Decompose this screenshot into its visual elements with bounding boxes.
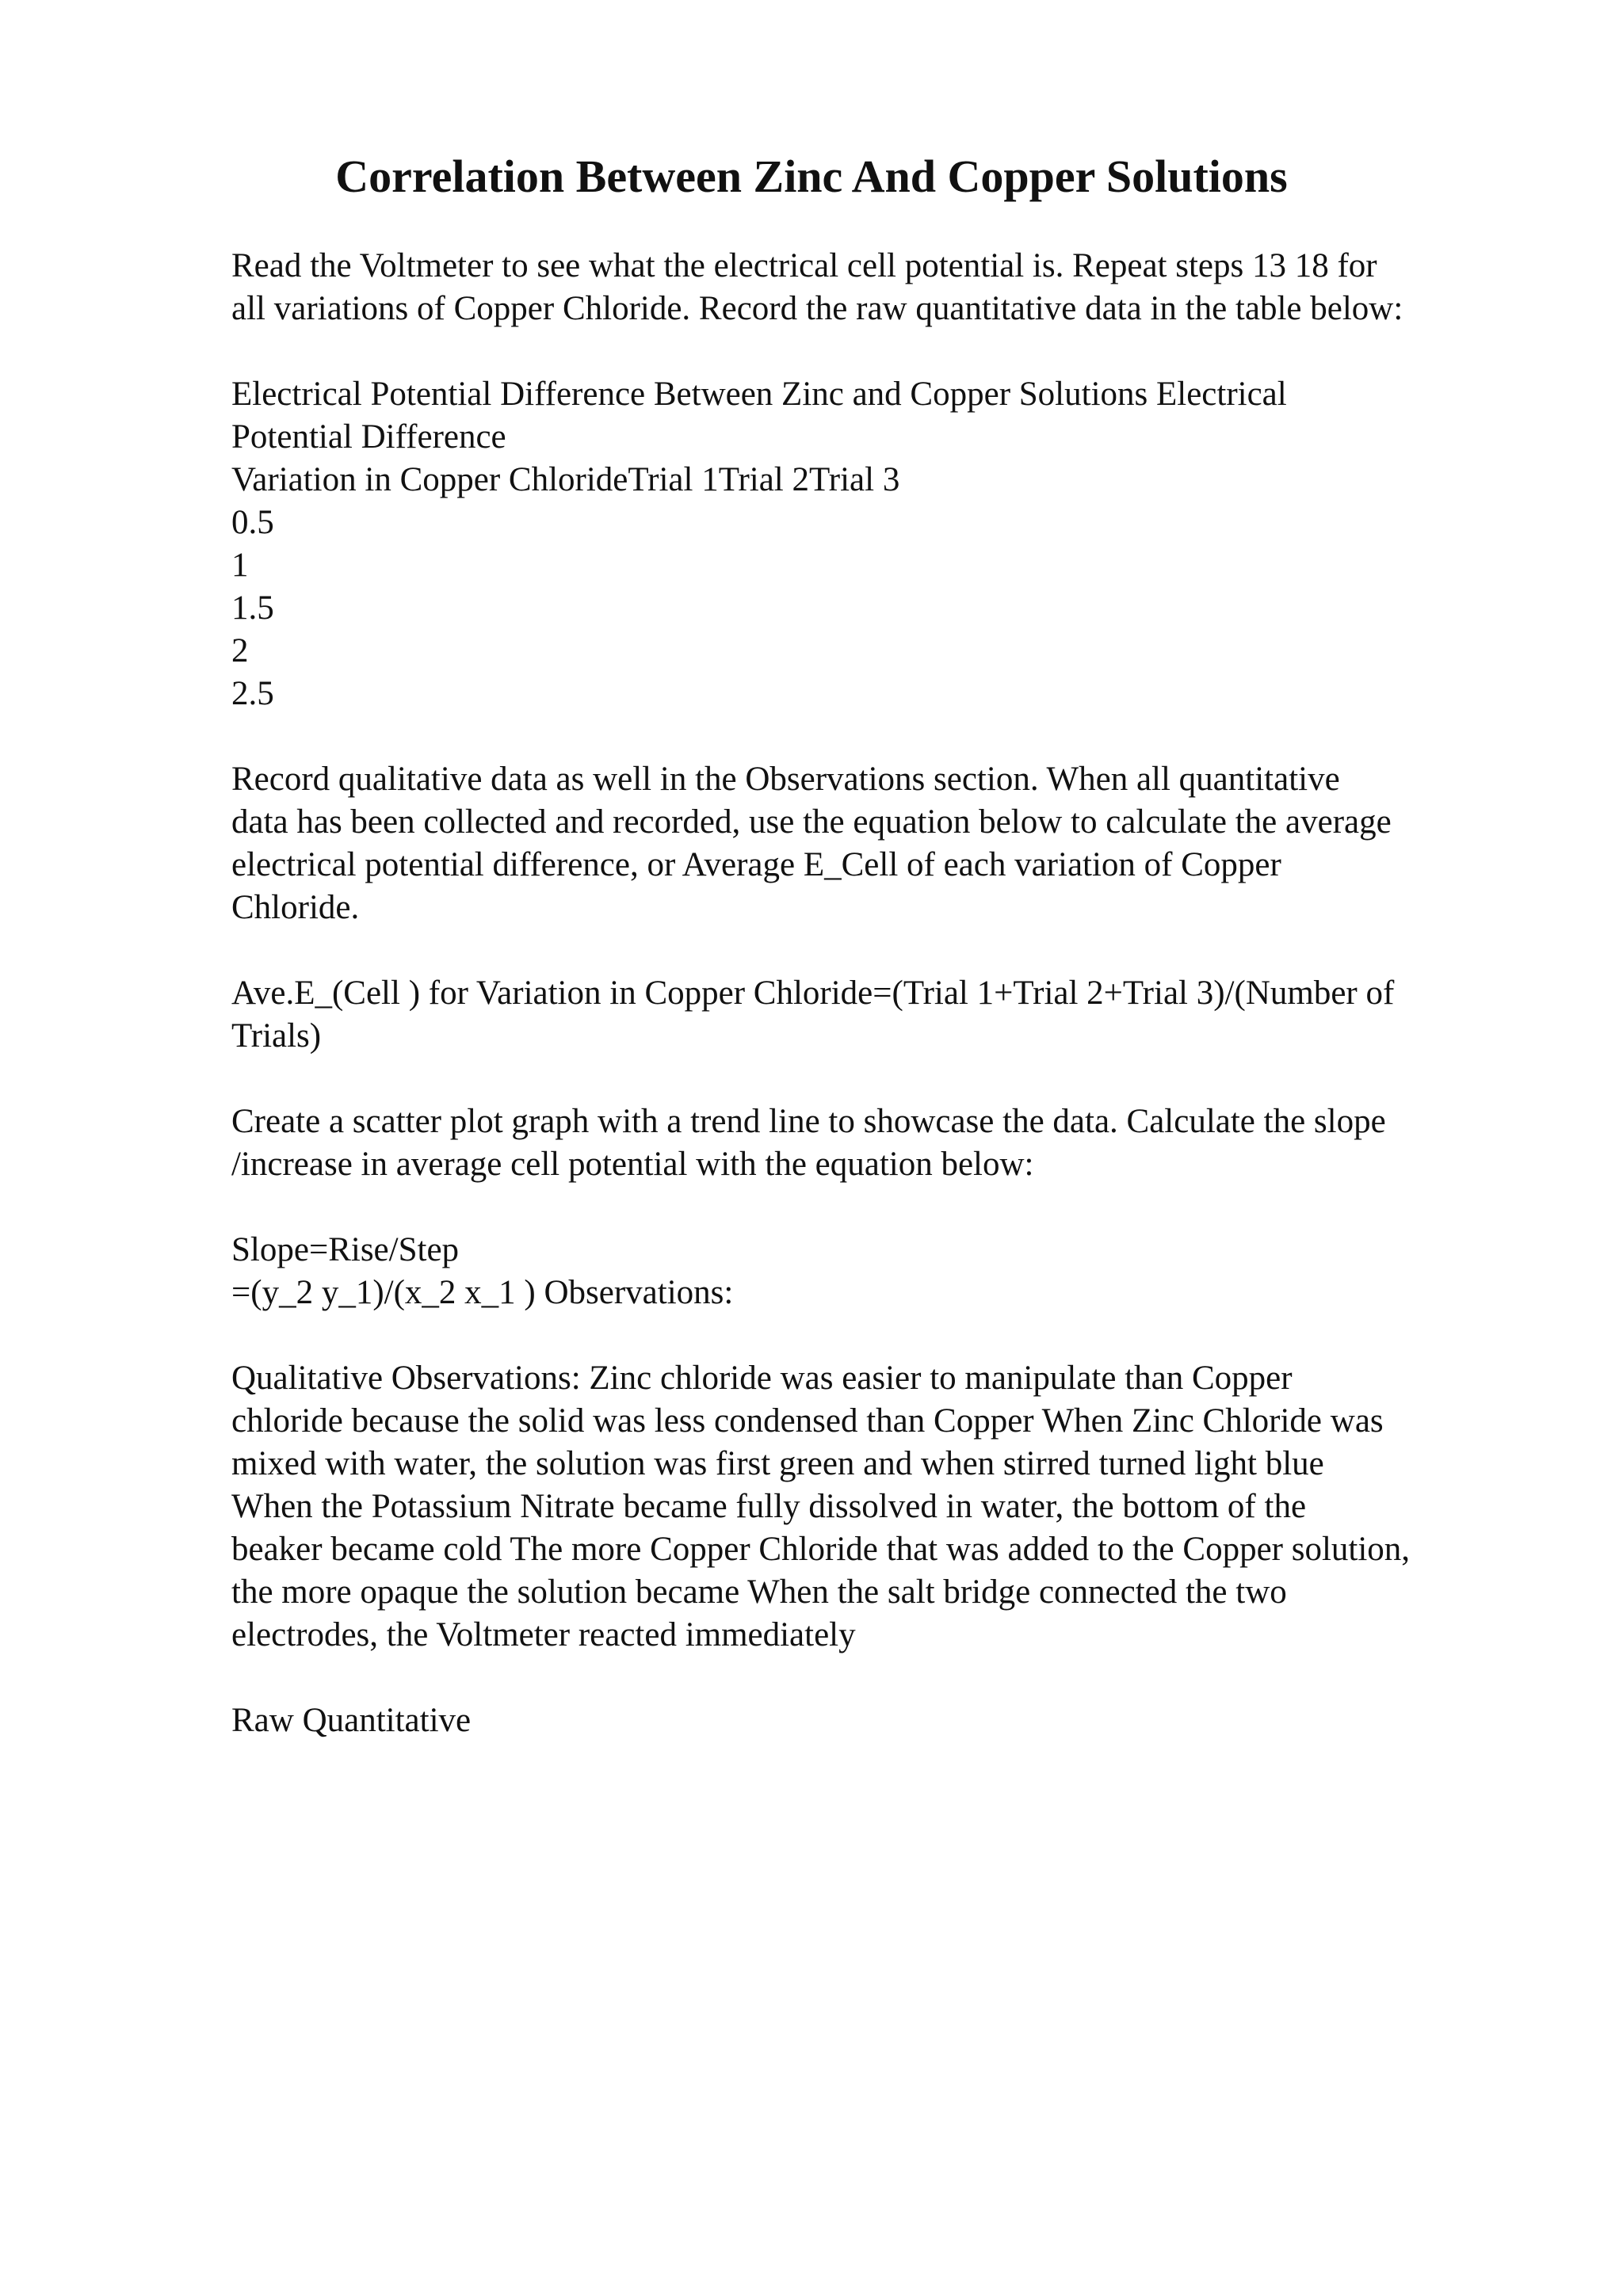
- text-line: electrodes, the Voltmeter reacted immediately: [231, 1616, 856, 1653]
- qualitative-instructions-paragraph: [231, 758, 1531, 929]
- table-caption: Potential Difference: [231, 418, 506, 456]
- data-table: [231, 373, 1531, 715]
- equation-line: Ave.E_(Cell ) for Variation in Copper Chloride=(Trial 1+Trial 2+Trial 3)/(Number of: [231, 974, 1395, 1012]
- text-line: all variations of Copper Chloride. Record the raw quantitative data in the table below:: [231, 290, 1403, 327]
- table-row: 2.5: [231, 675, 274, 712]
- text-line: the more opaque the solution became When the salt bridge connected the two: [231, 1573, 1287, 1611]
- observations-paragraph: [231, 1357, 1531, 1657]
- table-header-cell: Variation in Copper: [231, 461, 501, 498]
- table-row: 1: [231, 547, 249, 584]
- text-line: Read the Voltmeter to see what the electrical cell potential is. Repeat steps 13 18 for: [231, 247, 1377, 284]
- table-header-cell: Chloride: [508, 461, 628, 498]
- table-row: 1.5: [231, 589, 274, 627]
- paragraph-spacer: [231, 929, 1531, 972]
- page-title: Correlation Between Zinc And Copper Solutions: [335, 151, 1288, 202]
- text-line: Chloride.: [231, 889, 360, 926]
- text-line: Create a scatter plot graph with a trend line to showcase the data. Calculate the slope: [231, 1103, 1386, 1140]
- paragraph-spacer: [231, 330, 1531, 373]
- table-row: 0.5: [231, 504, 274, 541]
- text-line: When the Potassium Nitrate became fully dissolved in water, the bottom of the: [231, 1488, 1307, 1525]
- text-line: Record qualitative data as well in the Observations section. When all quantitative: [231, 761, 1340, 798]
- text-line: Qualitative Observations: Zinc chloride was easier to manipulate than Copper: [231, 1360, 1293, 1397]
- paragraph-spacer: [231, 1314, 1531, 1357]
- intro-paragraph: [231, 245, 1531, 330]
- table-header-row: [231, 459, 1531, 502]
- section-label: Raw Quantitative: [231, 1702, 472, 1739]
- equation-line: Trials): [231, 1017, 322, 1055]
- paragraph-spacer: [231, 1058, 1531, 1100]
- equation-line: Slope=Rise/Step: [231, 1231, 460, 1268]
- scatter-instructions-paragraph: [231, 1100, 1531, 1186]
- table-header-cell: Trial 3: [809, 461, 900, 498]
- text-line: beaker became cold The more Copper Chloride that was added to the Copper solution,: [231, 1531, 1411, 1568]
- text-line: mixed with water, the solution was first green and when stirred turned light blue: [231, 1445, 1324, 1482]
- average-equation-paragraph: [231, 972, 1531, 1058]
- text-line: chloride because the solid was less condensed than Copper When Zinc Chloride was: [231, 1402, 1384, 1440]
- document-body: [231, 245, 1531, 1742]
- equation-line: =(y_2 y_1)/(x_2 x_1 ) Observations:: [231, 1274, 734, 1311]
- text-line: electrical potential difference, or Average E_Cell of each variation of Copper: [231, 846, 1281, 883]
- text-line: data has been collected and recorded, use the equation below to calculate the average: [231, 803, 1392, 841]
- slope-equation-paragraph: [231, 1229, 1531, 1314]
- paragraph-spacer: [231, 1657, 1531, 1699]
- paragraph-spacer: [231, 715, 1531, 758]
- text-line: /increase in average cell potential with the equation below:: [231, 1146, 1034, 1183]
- table-header-cell: Trial 1: [628, 461, 719, 498]
- paragraph-spacer: [231, 1186, 1531, 1229]
- table-header-cell: Trial 2: [718, 461, 810, 498]
- table-row: 2: [231, 632, 249, 669]
- table-caption: Electrical Potential Difference Between Zinc and Copper Solutions Electrical: [231, 376, 1287, 413]
